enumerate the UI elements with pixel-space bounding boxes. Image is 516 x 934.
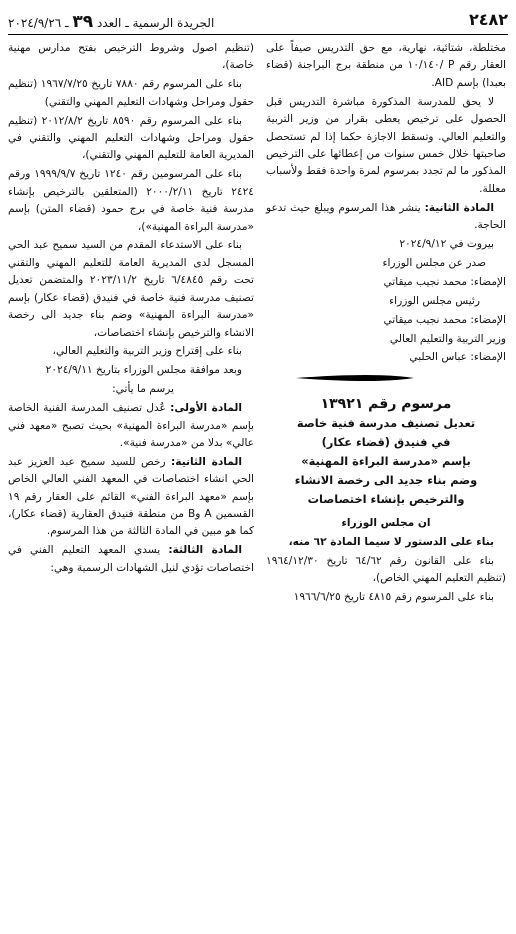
gazette-issue-line xyxy=(8,12,214,32)
left-article-2-label: المادة الثانية: xyxy=(171,455,242,468)
gazette-name: الجريدة الرسمية ـ العدد xyxy=(96,16,215,30)
left-article-2 xyxy=(8,454,254,541)
left-article-3-text: يسدي المعهد التعليم الفني في اختصاصات تؤدي لنيل الشهادات الرسمية وهي: xyxy=(8,544,254,574)
left-para-3: بناء على المرسوم رقم ٨٥٩٠ تاريخ ٢٠١٢/٨/٢ (تنظيم حقول ومراحل وشهادات التعليم المهني والتقني في المديرية العامة للتعليم المهني والتقني)، xyxy=(8,114,254,162)
left-article-1-text: عُدل تصنيف المدرسة الفنية الخاصة بإسم «مدرسة البراءة المهنية» بحيث تصبح «معهد فني عالي» بدلا من «مدرسة فنية». xyxy=(8,402,254,449)
decree-title-line-4: وضم بناء جديد الى رخصة الانشاء والترخيص بإنشاء اختصاصات xyxy=(294,472,478,506)
signature-2-title: رئيس مجلس الوزراء xyxy=(389,294,480,307)
issue-number: ٣٩ xyxy=(72,12,94,32)
left-article-1-label: المادة الأولى: xyxy=(170,402,243,415)
left-article-2-text: رخص للسيد سميح عبد العزيز عبد الحي انشاء اختصاصات في المعهد الفني العالي الخاص بإسم «معهد البراءة الفني» القائم على العقار رقم ١٩ القسمين A وB من منطقة فنيدق العقارية (قضاء عكار)، كما هو مبين في المادة الثالثة من هذا المرسوم. xyxy=(8,455,255,538)
signature-1-title: صدر عن مجلس الوزراء xyxy=(382,256,486,269)
decree-title-line-2: في فنيدق (قضاء عكار) xyxy=(321,434,451,449)
left-para-5: بناء على الاستدعاء المقدم من السيد سميح عبد الحي المسجل لدى المديرية العامة للتعليم المهني والتقني تحت رقم ٦/٤٨٤٥ تاريخ ٢٠٢٣/١١/٢ والمتضمن تعديل تصنيف مدرسة فنية خاصة في فنيدق (قضاء عكار) بإسم «مدرسة البراءة المهنية» وضم بناء جديد الى رخصة الانشاء والترخيص بإنشاء اختصاصات، xyxy=(8,239,255,339)
decree-heading xyxy=(266,395,506,509)
left-para-1: (تنظيم اصول وشروط الترخيص بفتح مدارس مهنية خاصة)، xyxy=(8,42,254,72)
decree-number: مرسوم رقم ١٣٩٢١ xyxy=(320,395,452,412)
left-para-2: بناء على المرسوم رقم ٧٨٨٠ تاريخ ١٩٦٧/٧/٢٥ (تنظيم حقول ومراحل وشهادات التعليم المهني والتقني) xyxy=(8,78,254,108)
page-header xyxy=(8,8,508,35)
law-1-line: بناء على القانون رقم ٦٤/٦٢ تاريخ ١٩٦٤/١٢/٣٠ (تنظيم التعليم المهني الخاص)، xyxy=(266,554,506,584)
section-divider-ornament xyxy=(266,372,506,384)
issue-date: ـ ٢٠٢٤/٩/٢٦ xyxy=(8,16,69,30)
left-para-6: بناء على إقتراح وزير التربية والتعليم العالي، xyxy=(52,345,242,358)
decree-clause: يرسم ما يأتي: xyxy=(112,383,174,396)
signature-1-name: الإمضاء: محمد نجيب ميقاتي xyxy=(383,275,506,288)
left-article-3-label: المادة الثالثة: xyxy=(168,544,242,557)
signature-3-title: وزير التربية والتعليم العالي xyxy=(389,332,506,345)
right-column xyxy=(266,40,506,608)
article-2-label: المادة الثانية: xyxy=(424,201,494,214)
decree-title-line-3: بإسم «مدرسة البراءة المهنية» xyxy=(301,453,471,468)
date-line: بيروت في ٢٠٢٤/٩/١٢ xyxy=(399,237,494,250)
signature-3-name: الإمضاء: عباس الحلبي xyxy=(409,351,506,364)
right-para-1: مختلطة، شتائية، نهارية، مع حق التدريس صيفاً على العقار رقم P /١٠/١٤٠ من منطقة برج البراجنة (قضاء بعبدا) بإسم AID. xyxy=(266,42,507,89)
council-line: ان مجلس الوزراء xyxy=(341,516,431,529)
article-2 xyxy=(266,200,506,235)
decree-title-line-1: تعديل تصنيف مدرسة فنية خاصة xyxy=(296,415,476,430)
left-para-7: وبعد موافقة مجلس الوزراء بتاريخ ٢٠٢٤/٩/١١ xyxy=(45,364,242,377)
left-article-3 xyxy=(8,542,254,577)
right-para-2: لا يحق للمدرسة المذكورة مباشرة التدريس قبل الحصول على ترخيص يعطى بقرار من وزير التربية والتعليم العالي. وتسقط الاجازة حكما إذا لم تستحصل صاحبتها خلال خمس سنوات من إعطائها على الترخيص المذكور ما لم تجدد بمرسوم لمرة واحدة فقط ولأسباب معللة. xyxy=(266,95,506,195)
signature-2-name: الإمضاء: محمد نجيب ميقاتي xyxy=(383,313,506,326)
left-column xyxy=(8,40,254,579)
law-2-line: بناء على المرسوم رقم ٤٨١٥ تاريخ ١٩٦٦/٦/٢٥ xyxy=(293,590,494,603)
article-2-text: ينشر هذا المرسوم ويبلغ حيث تدعو الحاجة. xyxy=(266,201,506,232)
left-para-4: بناء على المرسومين رقم ١٢٤٠ تاريخ ١٩٩٩/٩/٧ ورقم ٢٤٢٤ تاريخ ٢٠٠٠/٢/١١ (المتعلقين بالترخيص بإنشاء مدرسة فنية خاصة في برج حمود (قضاء المتن) بإسم «مدرسة البراءة المهنية»)، xyxy=(8,168,254,233)
page-number: ٢٤٨٢ xyxy=(468,10,508,29)
left-article-1 xyxy=(8,400,254,452)
constitution-line: بناء على الدستور لا سيما المادة ٦٢ منه، xyxy=(288,535,494,548)
